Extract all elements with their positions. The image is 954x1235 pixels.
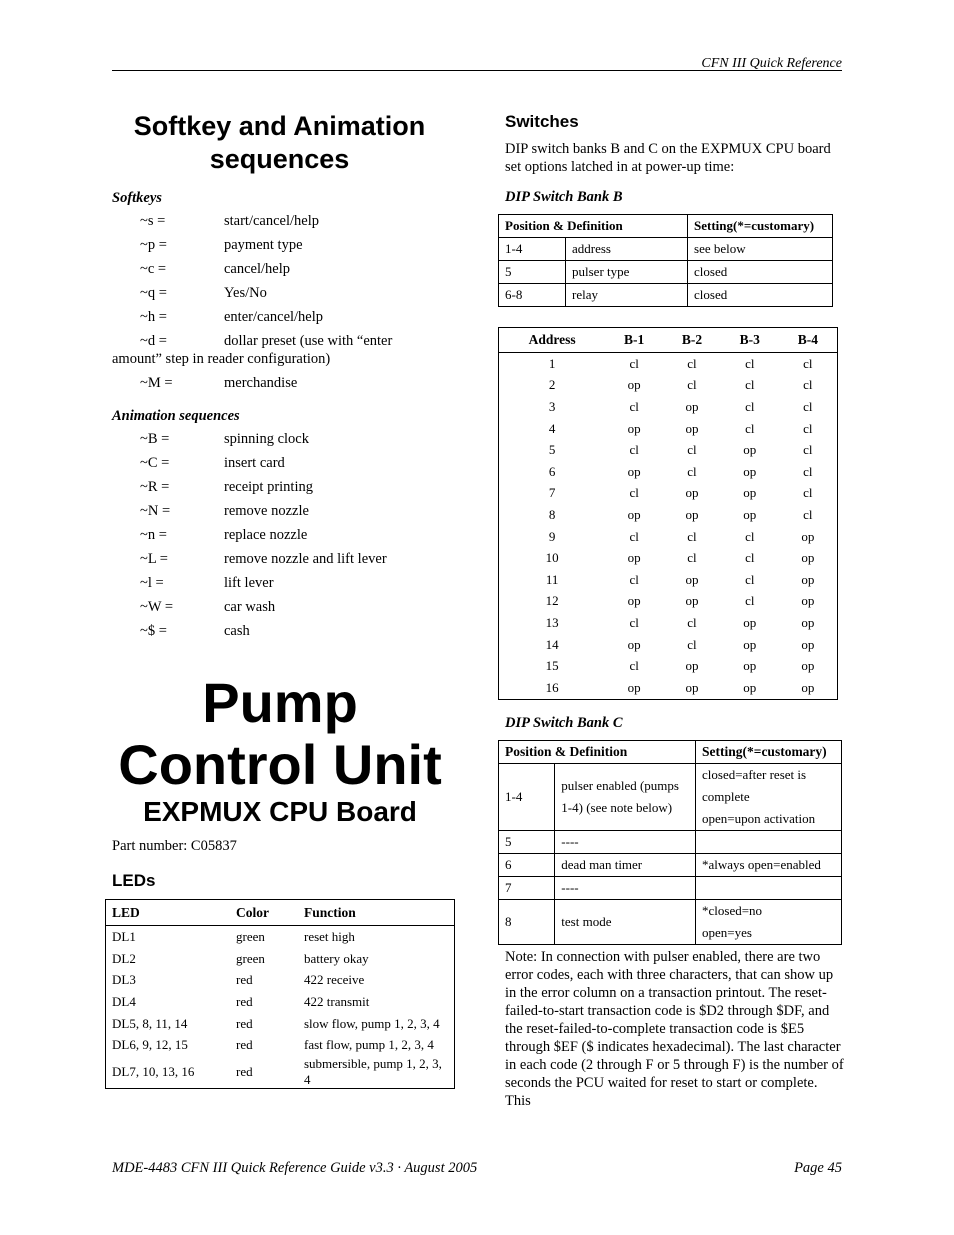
address-cell: 2 (548, 377, 556, 393)
led-cell: DL7, 10, 13, 16 (112, 1064, 195, 1080)
animation-code: ~L = (140, 551, 168, 567)
bank-b-cell: see below (688, 238, 833, 261)
softkey-row (112, 308, 452, 332)
bank-c-setting (696, 831, 842, 854)
address-cell: op (685, 658, 699, 674)
led-col-led: LED (106, 900, 231, 926)
address-cell: op (627, 679, 641, 695)
address-cell: cl (629, 614, 639, 630)
address-col-header: B-1 (605, 328, 663, 353)
softkey-code: ~p = (140, 237, 167, 253)
address-row (499, 612, 838, 634)
animation-desc: remove nozzle and lift lever (224, 551, 387, 567)
address-cell: cl (803, 463, 813, 479)
address-cell: op (801, 636, 815, 652)
address-cell: 15 (545, 658, 559, 674)
address-cell: op (685, 420, 699, 436)
footer-page-number: Page 45 (794, 1160, 842, 1176)
softkey-heading-line2: sequences (209, 144, 350, 174)
led-row (106, 1056, 455, 1089)
bank-c-position: 8 (499, 900, 555, 945)
address-cell: op (801, 571, 815, 587)
animation-row (112, 430, 452, 454)
bank-c-definition: dead man timer (555, 854, 696, 877)
bank-c-table (498, 740, 842, 945)
address-row (499, 483, 838, 505)
address-cell: op (743, 636, 757, 652)
address-cell: op (685, 506, 699, 522)
address-cell: 7 (548, 485, 556, 501)
softkey-desc: dollar preset (use with “enter (224, 333, 393, 349)
address-row (499, 375, 838, 397)
animation-code: ~N = (140, 503, 171, 519)
led-cell: submersible, pump 1, 2, 3, 4 (304, 1056, 442, 1088)
address-cell: op (685, 593, 699, 609)
animation-code: ~n = (140, 527, 167, 543)
address-cell: 14 (545, 636, 559, 652)
bank-c-setting-line: open=upon activation (702, 811, 816, 826)
softkey-code: ~M = (140, 375, 173, 391)
address-cell: 9 (548, 528, 556, 544)
bank-c-definition: ---- (555, 877, 696, 900)
led-cell: fast flow, pump 1, 2, 3, 4 (304, 1037, 434, 1053)
address-cell: op (627, 377, 641, 393)
running-header: CFN III Quick Reference (701, 56, 842, 71)
bank-c-setting-line: *always open=enabled (702, 857, 821, 872)
animation-code: ~C = (140, 455, 170, 471)
address-cell: op (685, 679, 699, 695)
animation-code: ~l = (140, 575, 164, 591)
address-cell: cl (745, 420, 755, 436)
bank-c-definition: ---- (555, 831, 696, 854)
bank-b-row (499, 261, 833, 284)
bank-c-row (499, 764, 842, 831)
softkey-row (112, 374, 452, 398)
led-row (106, 1013, 455, 1035)
address-cell: cl (687, 463, 697, 479)
led-cell: red (236, 1015, 253, 1031)
led-row (106, 926, 455, 948)
bank-c-definition: pulser enabled (pumps 1-4) (see note below) (555, 764, 696, 831)
address-cell: op (627, 550, 641, 566)
bank-c-setting-line: *closed=no (702, 903, 763, 918)
animation-row (112, 622, 452, 646)
bank-c-position: 1-4 (499, 764, 555, 831)
led-cell: DL1 (112, 928, 136, 944)
bank-b-header (499, 215, 833, 238)
animation-row (112, 598, 452, 622)
led-cell: green (236, 950, 265, 966)
led-cell: red (236, 1064, 253, 1080)
led-cell: DL6, 9, 12, 15 (112, 1037, 188, 1053)
address-cell: cl (629, 658, 639, 674)
header-rule (112, 70, 842, 71)
address-cell: cl (687, 355, 697, 371)
pulser-note: Note: In connection with pulser enabled, there are two error codes, each with three characters, that can show up in the error column on a transaction printout. The reset-failed-to-start transaction code is $D2 through $DF, and the reset-failed-to-complete transaction code is $E5 through $EF ($ indicates hexadecimal). The last character in each code (2 through F or 5 through F) is the number of seconds the PCU waited for reset to start or complete. This (505, 949, 844, 1109)
address-cell: cl (629, 355, 639, 371)
address-cell: op (627, 420, 641, 436)
led-cell: DL2 (112, 950, 136, 966)
address-cell: op (685, 485, 699, 501)
address-cell: cl (629, 398, 639, 414)
address-cell: 11 (545, 571, 559, 587)
animation-row (112, 454, 452, 478)
softkey-code: ~s = (140, 213, 166, 229)
led-cell: 422 receive (304, 972, 365, 988)
led-cell: reset high (304, 928, 355, 944)
address-row (499, 439, 838, 461)
leds-heading: LEDs (112, 871, 156, 890)
address-cell: 16 (545, 679, 559, 695)
address-cell: cl (803, 485, 813, 501)
softkey-desc: enter/cancel/help (224, 309, 324, 325)
bank-c-label: DIP Switch Bank C (505, 715, 623, 731)
address-col-header: B-2 (663, 328, 721, 353)
animation-row (112, 574, 452, 598)
address-row (499, 396, 838, 418)
animation-row (112, 478, 452, 502)
address-col-header: B-3 (721, 328, 779, 353)
address-row (499, 591, 838, 613)
bank-c-col-position: Position & Definition (499, 741, 696, 764)
bank-b-cell: 6-8 (499, 284, 566, 307)
animation-code: ~B = (140, 431, 170, 447)
address-cell: op (801, 593, 815, 609)
address-cell: cl (687, 550, 697, 566)
pcu-title (112, 672, 448, 796)
bank-c-col-setting: Setting(*=customary) (696, 741, 842, 764)
bank-c-setting (696, 764, 842, 831)
address-cell: cl (803, 442, 813, 458)
pcu-title-line2: Control Unit (118, 733, 442, 796)
address-cell: op (627, 463, 641, 479)
address-row (499, 677, 838, 699)
led-row (106, 969, 455, 991)
address-cell: 8 (548, 506, 556, 522)
led-row (106, 991, 455, 1013)
bank-c-setting-line: closed=after reset is complete (702, 767, 807, 804)
led-cell: DL4 (112, 993, 136, 1009)
address-cell: cl (803, 398, 813, 414)
led-col-function: Function (298, 900, 455, 926)
animation-desc: cash (224, 623, 250, 639)
address-cell: op (743, 658, 757, 674)
address-row (499, 569, 838, 591)
address-cell: cl (803, 355, 813, 371)
animation-code: ~R = (140, 479, 170, 495)
address-table (498, 327, 838, 700)
bank-c-row (499, 877, 842, 900)
address-cell: op (801, 528, 815, 544)
address-cell: cl (803, 377, 813, 393)
address-cell: op (743, 485, 757, 501)
address-cell: cl (745, 355, 755, 371)
address-cell: cl (629, 485, 639, 501)
animations-label: Animation sequences (112, 408, 240, 424)
address-cell: 13 (545, 614, 559, 630)
softkeys-label: Softkeys (112, 190, 162, 206)
softkey-desc: merchandise (224, 375, 298, 391)
address-cell: cl (745, 528, 755, 544)
bank-c-position: 5 (499, 831, 555, 854)
address-cell: op (801, 658, 815, 674)
address-cell: op (685, 398, 699, 414)
animation-row (112, 526, 452, 550)
address-cell: cl (629, 528, 639, 544)
pcu-subtitle: EXPMUX CPU Board (143, 796, 417, 827)
softkey-desc: payment type (224, 237, 303, 253)
softkeys-list (112, 190, 452, 398)
address-cell: cl (803, 420, 813, 436)
softkey-row (112, 212, 452, 236)
address-cell: 5 (548, 442, 556, 458)
softkey-desc: start/cancel/help (224, 213, 320, 229)
bank-c-position: 7 (499, 877, 555, 900)
bank-b-cell: relay (566, 284, 688, 307)
bank-c-setting (696, 877, 842, 900)
led-table (105, 899, 455, 1089)
softkey-code: ~c = (140, 261, 167, 277)
address-cell: cl (629, 571, 639, 587)
address-row (499, 353, 838, 375)
address-cell: 1 (548, 355, 556, 371)
led-cell: 422 transmit (304, 993, 370, 1009)
softkey-desc-cont: amount” step in reader configuration) (112, 351, 331, 367)
address-row (499, 634, 838, 656)
address-row (499, 655, 838, 677)
switches-intro: DIP switch banks B and C on the EXPMUX CPU board set options latched in at power-up time: (505, 141, 831, 175)
led-cell: red (236, 1037, 253, 1053)
address-cell: op (801, 679, 815, 695)
bank-c-row (499, 831, 842, 854)
bank-b-cell: address (566, 238, 688, 261)
address-cell: cl (745, 550, 755, 566)
bank-c-definition: test mode (555, 900, 696, 945)
bank-b-cell: pulser type (566, 261, 688, 284)
led-row (106, 1034, 455, 1056)
led-cell: green (236, 928, 265, 944)
address-cell: op (743, 506, 757, 522)
animation-code: ~$ = (140, 623, 167, 639)
address-row (499, 526, 838, 548)
bank-b-row (499, 284, 833, 307)
address-cell: cl (687, 614, 697, 630)
footer-doc-title: MDE-4483 CFN III Quick Reference Guide v3.3 · August 2005 (112, 1160, 478, 1176)
address-cell: 6 (548, 463, 556, 479)
led-cell: DL3 (112, 972, 136, 988)
led-cell: slow flow, pump 1, 2, 3, 4 (304, 1015, 440, 1031)
part-number: Part number: C05837 (112, 838, 237, 854)
address-cell: cl (745, 593, 755, 609)
bank-c-row (499, 854, 842, 877)
led-table-header (106, 900, 455, 926)
softkey-code: ~h = (140, 309, 167, 325)
address-row (499, 504, 838, 526)
bank-c-header (499, 741, 842, 764)
address-row (499, 547, 838, 569)
address-col-header: B-4 (779, 328, 838, 353)
bank-c-setting (696, 854, 842, 877)
address-cell: cl (745, 377, 755, 393)
animation-desc: spinning clock (224, 431, 309, 447)
animation-desc: receipt printing (224, 479, 313, 495)
address-table-header (499, 328, 838, 353)
led-cell: red (236, 972, 253, 988)
address-cell: op (627, 506, 641, 522)
softkey-desc: Yes/No (224, 285, 267, 301)
softkey-heading-line1: Softkey and Animation (133, 111, 426, 141)
bank-b-row (499, 238, 833, 261)
led-cell: DL5, 8, 11, 14 (112, 1015, 188, 1031)
address-cell: cl (687, 442, 697, 458)
address-cell: cl (687, 528, 697, 544)
address-cell: op (743, 442, 757, 458)
bank-b-label: DIP Switch Bank B (505, 189, 623, 205)
address-cell: cl (803, 506, 813, 522)
bank-c-setting (696, 900, 842, 945)
softkey-row (112, 332, 452, 374)
animation-desc: remove nozzle (224, 503, 309, 519)
led-row (106, 948, 455, 970)
bank-b-cell: 1-4 (499, 238, 566, 261)
address-cell: op (801, 550, 815, 566)
bank-b-cell: closed (688, 261, 833, 284)
switches-heading: Switches (505, 112, 579, 131)
bank-c-row (499, 900, 842, 945)
bank-b-col-position: Position & Definition (499, 215, 688, 238)
bank-c-position: 6 (499, 854, 555, 877)
softkey-code: ~d = (140, 333, 167, 349)
animations-list (112, 408, 452, 646)
address-cell: op (627, 593, 641, 609)
bank-b-table (498, 214, 833, 307)
animation-row (112, 550, 452, 574)
animation-desc: replace nozzle (224, 527, 308, 543)
address-cell: op (685, 571, 699, 587)
bank-c-setting-line: open=yes (702, 925, 752, 940)
softkey-row (112, 236, 452, 260)
address-cell: cl (745, 398, 755, 414)
softkey-code: ~q = (140, 285, 167, 301)
address-cell: op (801, 614, 815, 630)
led-col-color: Color (230, 900, 298, 926)
pcu-title-line1: Pump (202, 671, 358, 734)
address-col-header: Address (499, 328, 606, 353)
animation-row (112, 502, 452, 526)
address-cell: 10 (545, 550, 559, 566)
led-cell: battery okay (304, 950, 369, 966)
address-cell: cl (745, 571, 755, 587)
address-cell: op (627, 636, 641, 652)
address-cell: 12 (545, 593, 559, 609)
address-cell: cl (687, 636, 697, 652)
address-cell: 3 (548, 398, 556, 414)
softkey-desc: cancel/help (224, 261, 291, 277)
softkey-row (112, 284, 452, 308)
address-cell: cl (629, 442, 639, 458)
address-cell: cl (687, 377, 697, 393)
address-cell: op (743, 614, 757, 630)
address-row (499, 418, 838, 440)
bank-b-col-setting: Setting(*=customary) (688, 215, 833, 238)
animation-desc: car wash (224, 599, 276, 615)
bank-b-cell: closed (688, 284, 833, 307)
animation-desc: insert card (224, 455, 285, 471)
address-cell: 4 (548, 420, 556, 436)
address-row (499, 461, 838, 483)
animation-code: ~W = (140, 599, 174, 615)
softkey-row (112, 260, 452, 284)
bank-b-cell: 5 (499, 261, 566, 284)
led-cell: red (236, 993, 253, 1009)
animation-desc: lift lever (224, 575, 274, 591)
softkey-heading (112, 110, 447, 176)
address-cell: op (743, 463, 757, 479)
address-cell: op (743, 679, 757, 695)
